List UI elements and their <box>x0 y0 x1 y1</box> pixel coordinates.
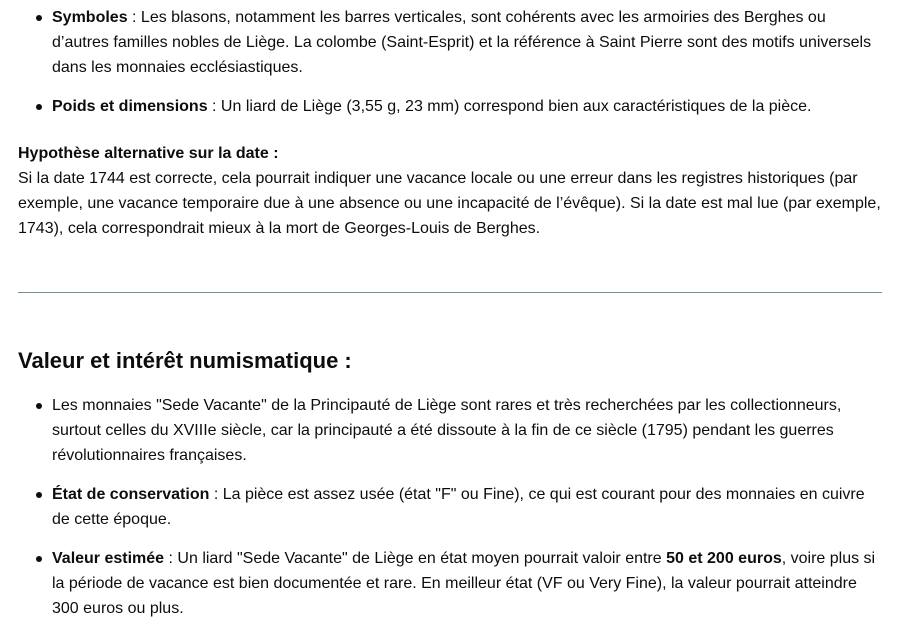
alternative-heading: Hypothèse alternative sur la date : <box>18 145 279 162</box>
list-item-poids <box>52 94 882 119</box>
alternative-text: Si la date 1744 est correcte, cela pourrait indiquer une vacance locale ou une erreur dans les registres historiques (par exemple, une vacance temporaire due à une absence ou une incapacité de l’évêque). Si la date est mal lue (par exemple, 1743), cela correspondrait mieux à la mort de Georges-Louis de Berghes. <box>18 170 881 237</box>
etat-text: : La pièce est assez usée (état "F" ou Fine), ce qui est courant pour des monnaies en cuivre de cette époque. <box>52 486 865 528</box>
list-item-etat <box>52 482 882 532</box>
list-item-symboles <box>52 5 882 80</box>
rarete-text: Les monnaies "Sede Vacante" de la Principauté de Liège sont rares et très recherchées par les collectionneurs, surtout celles du XVIIIe siècle, car la principauté a été dissoute à la fin de ce siècle (1795) pendant les guerres révolutionnaires françaises. <box>52 397 842 464</box>
list-item-valeur <box>52 546 882 621</box>
section-divider <box>18 292 882 293</box>
symboles-label: Symboles <box>52 9 128 26</box>
etat-label: État de conservation <box>52 486 210 503</box>
valeur-text-after: , voire plus si la période de vacance est bien documentée et rare. En meilleur état (VF ou Very Fine), la valeur pourrait atteindre 300 euros ou plus. <box>52 550 876 617</box>
poids-text: : Un liard de Liège (3,55 g, 23 mm) correspond bien aux caractéristiques de la pièce. <box>207 98 812 115</box>
valeur-label: Valeur estimée <box>52 550 165 567</box>
section-title: Valeur et intérêt numismatique : <box>18 348 352 373</box>
value-list <box>0 393 882 621</box>
symboles-text: : Les blasons, notamment les barres verticales, sont cohérents avec les armoiries des Berghes ou d’autres familles nobles de Liège. La colombe (Saint-Esprit) et la référence à Saint Pierre sont des motifs universels dans les monnaies ecclésiastiques. <box>52 9 872 76</box>
valeur-text-before: : Un liard "Sede Vacante" de Liège en état moyen pourrait valoir entre <box>164 550 667 567</box>
alternative-hypothesis <box>18 141 884 241</box>
valeur-highlight: 50 et 200 euros <box>666 550 782 567</box>
poids-label: Poids et dimensions <box>52 98 208 115</box>
list-item-rarete <box>52 393 882 468</box>
criteria-list <box>0 5 882 119</box>
